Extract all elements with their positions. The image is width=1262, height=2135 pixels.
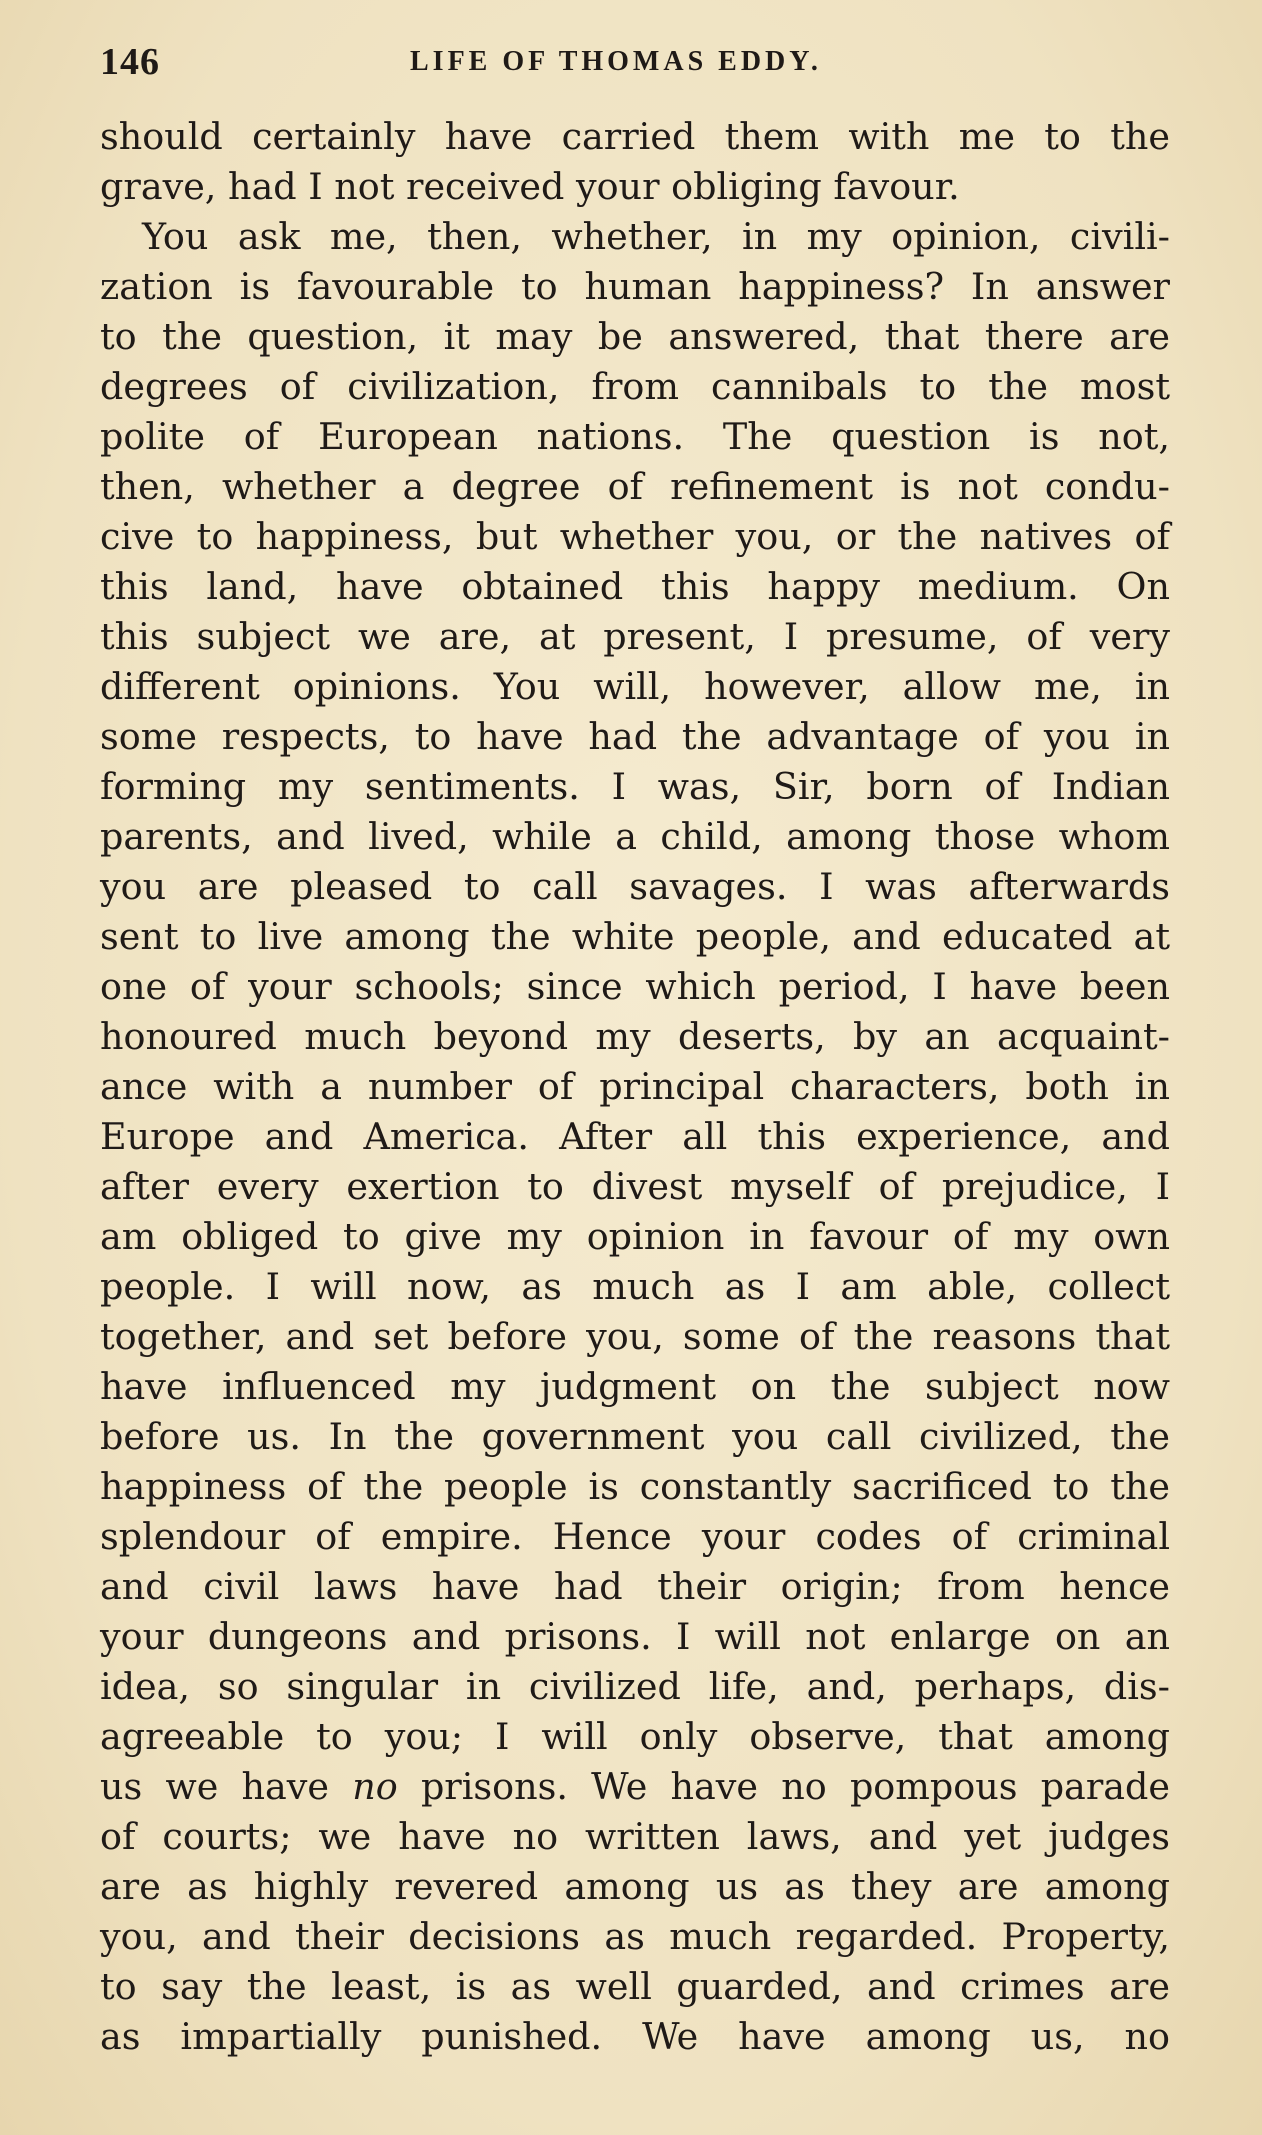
text-line: you, and their decisions as much regarded. Property,: [100, 1915, 1170, 1958]
text-line: and civil laws have had their origin; from hence: [100, 1565, 1170, 1608]
line-34-before: us we have: [100, 1765, 330, 1808]
text-line: of courts; we have no written laws, and yet judges: [100, 1815, 1170, 1858]
text-line: idea, so singular in civilized life, and, perhaps, dis-: [100, 1665, 1170, 1708]
text-line: You ask me, then, whether, in my opinion, civili-: [142, 215, 1170, 258]
text-line: people. I will now, as much as I am able, collect: [100, 1265, 1170, 1308]
text-line: different opinions. You will, however, allow me, in: [100, 665, 1170, 708]
running-head: [100, 40, 1170, 100]
text-line: Europe and America. After all this experience, and: [100, 1115, 1170, 1158]
text-line: have influenced my judgment on the subject now: [100, 1365, 1170, 1408]
text-line: ance with a number of principal characters, both in: [100, 1065, 1170, 1108]
text-line: forming my sentiments. I was, Sir, born of Indian: [100, 765, 1170, 808]
text-line: grave, had I not received your obliging favour.: [100, 165, 960, 208]
text-line-with-italic: [100, 1762, 1170, 1812]
text-line: should certainly have carried them with me to the: [100, 115, 1170, 158]
text-line: this land, have obtained this happy medium. On: [100, 565, 1170, 608]
line-34-after: prisons. We have no pompous parade: [420, 1765, 1170, 1808]
text-line: are as highly revered among us as they are among: [100, 1865, 1170, 1908]
text-line: together, and set before you, some of the reasons that: [100, 1315, 1170, 1358]
text-line: to the question, it may be answered, that there are: [100, 315, 1170, 358]
text-line: as impartially punished. We have among us, no: [100, 2015, 1170, 2058]
text-line: sent to live among the white people, and educated at: [100, 915, 1170, 958]
italic-word: no: [352, 1765, 398, 1808]
text-line: after every exertion to divest myself of prejudice, I: [100, 1165, 1170, 1208]
text-line: degrees of civilization, from cannibals to the most: [100, 365, 1170, 408]
text-line: to say the least, is as well guarded, and crimes are: [100, 1965, 1170, 2008]
text-line: before us. In the government you call civilized, the: [100, 1415, 1170, 1458]
text-line: one of your schools; since which period, I have been: [100, 965, 1170, 1008]
text-line: agreeable to you; I will only observe, that among: [100, 1715, 1170, 1758]
text-line: honoured much beyond my deserts, by an acquaint-: [100, 1015, 1170, 1058]
text-line: cive to happiness, but whether you, or the natives of: [100, 515, 1170, 558]
text-line: you are pleased to call savages. I was afterwards: [100, 865, 1170, 908]
text-line: some respects, to have had the advantage of you in: [100, 715, 1170, 758]
text-line: this subject we are, at present, I presume, of very: [100, 615, 1170, 658]
page-number: 146: [100, 41, 160, 83]
text-line: polite of European nations. The question is not,: [100, 415, 1170, 458]
text-line: zation is favourable to human happiness? In answer: [100, 265, 1170, 308]
text-line: splendour of empire. Hence your codes of criminal: [100, 1515, 1170, 1558]
text-line: am obliged to give my opinion in favour of my own: [100, 1215, 1170, 1258]
text-line: your dungeons and prisons. I will not enlarge on an: [100, 1615, 1170, 1658]
text-line: parents, and lived, while a child, among those whom: [100, 815, 1170, 858]
body-text: [100, 112, 1170, 2062]
running-title: LIFE OF THOMAS EDDY.: [410, 46, 822, 77]
text-line: then, whether a degree of refinement is not condu-: [100, 465, 1170, 508]
text-line: happiness of the people is constantly sacrificed to the: [100, 1465, 1170, 1508]
